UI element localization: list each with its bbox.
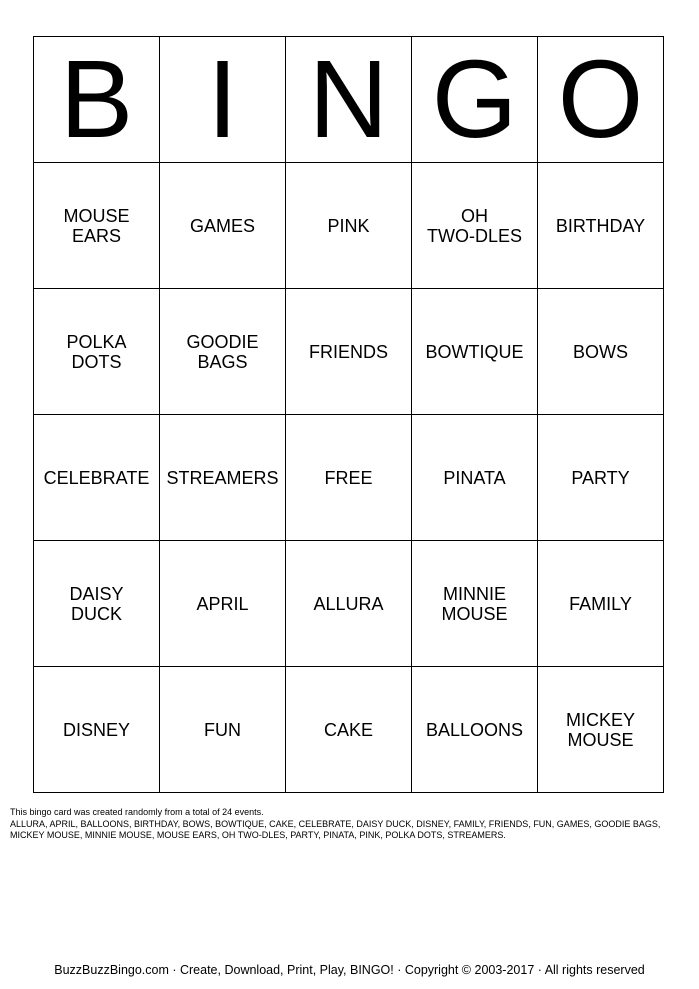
bingo-cell	[538, 163, 664, 289]
bingo-cell-text: BOWS	[572, 341, 628, 362]
bingo-card	[33, 36, 664, 793]
page-footer: BuzzBuzzBingo.com · Create, Download, Print, Play, BINGO! · Copyright © 2003-2017 · All rights reserved	[54, 963, 645, 977]
bingo-cell-text: CAKE	[323, 719, 374, 740]
bingo-cell	[412, 163, 538, 289]
bingo-cell-text: PINATA	[443, 467, 506, 488]
bingo-cell	[412, 415, 538, 541]
bingo-cell	[160, 541, 286, 667]
bingo-cell-text: DISNEY	[62, 719, 131, 740]
bingo-free-cell	[286, 415, 412, 541]
bingo-row	[34, 415, 664, 541]
bingo-cell	[160, 289, 286, 415]
bingo-row	[34, 289, 664, 415]
bingo-row	[34, 667, 664, 793]
bingo-cell-text: PARTY	[571, 467, 630, 488]
header-letter-g: G	[412, 37, 538, 163]
bingo-row	[34, 163, 664, 289]
bingo-cell-text: POLKA DOTS	[66, 331, 127, 372]
bingo-cell	[34, 541, 160, 667]
bingo-cell-text: OH TWO-DLES	[426, 205, 522, 246]
note-word-list: ALLURA, APRIL, BALLOONS, BIRTHDAY, BOWS, BOWTIQUE, CAKE, CELEBRATE, DAISY DUCK, DISNEY, FAMILY, FRIENDS, FUN, GAMES, GOODIE BAGS, MICKEY MOUSE, MINNIE MOUSE, MOUSE EARS, OH TWO-DLES, PARTY, PINATA, PINK, POLKA DOTS, STREAMERS.	[10, 818, 661, 840]
bingo-cell-text: GAMES	[189, 215, 255, 236]
bingo-cell	[34, 667, 160, 793]
card-generation-note	[10, 807, 686, 842]
bingo-cell-text: FREE	[324, 467, 373, 488]
bingo-cell-text: PINK	[327, 215, 370, 236]
bingo-cell	[538, 415, 664, 541]
bingo-cell	[286, 163, 412, 289]
header-letter-i: I	[160, 37, 286, 163]
bingo-cell	[538, 667, 664, 793]
bingo-cell-text: BIRTHDAY	[555, 215, 646, 236]
bingo-cell-text: FAMILY	[569, 593, 632, 614]
bingo-cell	[34, 163, 160, 289]
bingo-cell-text: MOUSE EARS	[63, 205, 130, 246]
bingo-cell-text: MINNIE MOUSE	[441, 583, 508, 624]
bingo-cell-text: STREAMERS	[166, 467, 279, 488]
bingo-cell-text: APRIL	[196, 593, 249, 614]
bingo-cell-text: FUN	[204, 719, 241, 740]
bingo-cell	[34, 415, 160, 541]
bingo-cell	[160, 163, 286, 289]
bingo-cell-text: CELEBRATE	[43, 467, 150, 488]
header-letter-o: O	[538, 37, 664, 163]
header-letter-b: B	[34, 37, 160, 163]
bingo-cell	[412, 667, 538, 793]
bingo-cell	[34, 289, 160, 415]
note-intro: This bingo card was created randomly from a total of 24 events.	[10, 807, 264, 817]
bingo-cell-text: DAISY DUCK	[69, 583, 124, 624]
bingo-cell-text: ALLURA	[313, 593, 384, 614]
bingo-cell-text: BALLOONS	[425, 719, 524, 740]
bingo-cell	[286, 541, 412, 667]
header-letter-n: N	[286, 37, 412, 163]
bingo-cell	[160, 415, 286, 541]
bingo-cell-text: MICKEY MOUSE	[565, 709, 635, 750]
bingo-cell	[286, 289, 412, 415]
bingo-cell	[538, 541, 664, 667]
bingo-cell-text: GOODIE BAGS	[186, 331, 259, 372]
bingo-cell-text: BOWTIQUE	[425, 341, 524, 362]
bingo-header-row	[34, 37, 664, 163]
bingo-row	[34, 541, 664, 667]
bingo-cell	[412, 289, 538, 415]
bingo-cell	[538, 289, 664, 415]
bingo-cell	[286, 667, 412, 793]
bingo-cell	[412, 541, 538, 667]
bingo-cell	[160, 667, 286, 793]
bingo-cell-text: FRIENDS	[308, 341, 388, 362]
